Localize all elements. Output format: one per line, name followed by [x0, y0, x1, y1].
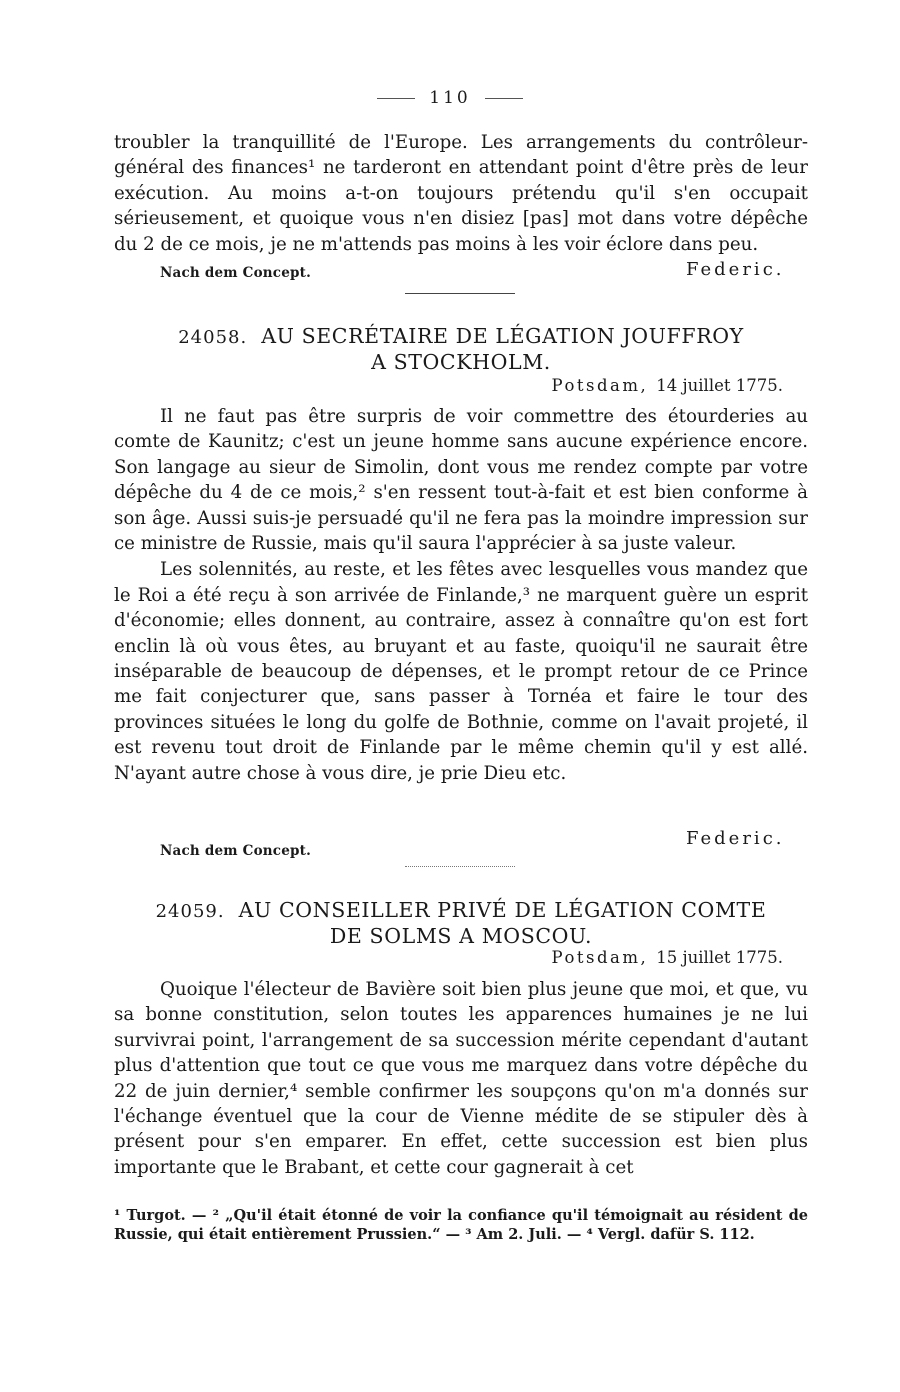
footnotes: [114, 1206, 808, 1244]
letter-2-heading: [114, 898, 808, 948]
letter-1-heading: [114, 324, 808, 374]
letter-1-signature: Federic.: [686, 828, 785, 849]
footnotes-text: ¹ Turgot. — ² „Qu'il était étonné de voir la confiance qu'il témoignait au résident de Russie, qui était entièrement Prussien.“ — ³ Am 2. Juli. — ⁴ Vergl. dafür S. 112.: [114, 1207, 808, 1243]
letter-1-place-date: [552, 376, 783, 395]
letter-2-heading-line-1: [114, 898, 808, 924]
letter-1-title-line-2: A STOCKHOLM.: [371, 350, 551, 374]
carryover-text: [114, 130, 808, 257]
letter-2-place-date: [552, 948, 783, 967]
letter-1-number: 24058.: [178, 327, 248, 348]
page-header: [0, 88, 900, 108]
letter-1-paragraph-2: Les solennités, au reste, et les fêtes avec lesquelles vous mandez que le Roi a été reçu à son arrivée de Finlande,³ ne marquent guère un esprit d'économie; elles donnent, au contraire, assez à connaître qu'on est fort enclin là où vous êtes, au bruyant et au faste, quoiqu'il ne saurait être inséparable de beaucoup de dépenses, et le prompt retour de ce Prince me fait conjecturer que, sans passer à Tornéa et faire le tour des provinces situées le long du golfe de Bothnie, comme on l'avait projeté, il est revenu tout droit de Finlande par le même chemin qu'il y est allé. N'ayant autre chose à vous dire, je prie Dieu etc.: [114, 559, 808, 784]
section-divider-1: [405, 293, 515, 294]
letter-2-title-line-2: DE SOLMS A MOSCOU.: [329, 924, 593, 948]
letter-1-heading-line-1: [114, 324, 808, 350]
letter-2-date: 15 juillet 1775.: [656, 948, 783, 967]
header-dash-right: [485, 98, 523, 99]
letter-2-title-line-1: AU CONSEILLER PRIVÉ DE LÉGATION COMTE: [238, 898, 767, 922]
letter-1-date: 14 juillet 1775.: [656, 376, 783, 395]
carryover-signature: Federic.: [686, 259, 785, 280]
letter-1-paragraph-1: Il ne faut pas être surpris de voir commettre des étourderies au comte de Kaunitz; c'est un jeune homme sans aucune expérience encore. Son langage au sieur de Simolin, dont vous me rendez compte par votre dépêche du 4 de ce mois,² s'en ressent tout-à-fait et est bien conforme à son âge. Aussi suis-je persuadé qu'il ne fera pas la moindre impression sur ce ministre de Russie, mais qu'il saura l'apprécier à sa juste valeur.: [114, 406, 808, 555]
letter-1-body: [114, 404, 808, 786]
letter-2-body: [114, 977, 808, 1180]
letter-2-place: Potsdam,: [551, 948, 649, 967]
header-dash-left: [377, 98, 415, 99]
letter-1-title-line-1: AU SECRÉTAIRE DE LÉGATION JOUFFROY: [261, 324, 744, 348]
section-divider-2: [405, 866, 515, 867]
letter-2-number: 24059.: [155, 901, 225, 922]
letter-1-source-note: Nach dem Concept.: [160, 843, 311, 859]
carryover-source-note: Nach dem Concept.: [160, 265, 311, 281]
letter-2-paragraph-1: Quoique l'électeur de Bavière soit bien plus jeune que moi, et que, vu sa bonne constitution, selon toutes les apparences humaines je ne lui survivrai point, l'arrangement de sa succession mérite cependant d'autant plus d'attention que tout ce que vous me marquez dans votre dépêche du 22 de juin dernier,⁴ semble confirmer les soupçons qu'on m'a donnés sur l'échange éventuel que la cour de Vienne médite de se stipuler dès à présent pour s'en emparer. En effet, cette succession est bien plus importante que le Brabant, et cette cour gagnerait à cet: [114, 979, 808, 1178]
carryover-paragraph: troubler la tranquillité de l'Europe. Les arrangements du contrôleur-général des finances¹ ne tarderont en attendant point d'être près de leur exécution. Au moins a-t-on toujours prétendu qu'il s'en occupait sérieusement, et quoique vous n'en disiez [pas] mot dans votre dépêche du 2 de ce mois, je ne m'attends pas moins à les voir éclore dans peu.: [114, 132, 808, 255]
letter-1-place: Potsdam,: [551, 376, 649, 395]
page-number: 110: [429, 88, 471, 108]
